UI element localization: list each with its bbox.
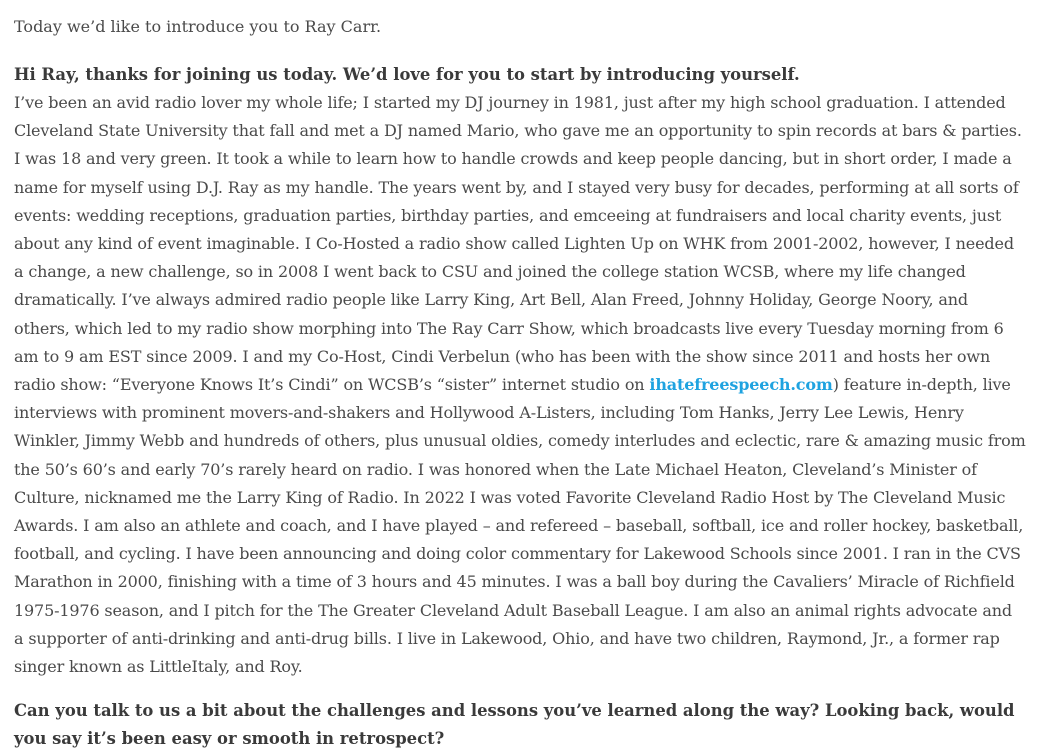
answer-1-text-before-link: I’ve been an avid radio lover my whole life; I started my DJ journey in 1981, just after my high school graduation. I attended Cleveland State University that fall and met a DJ named Mario, who gave me an opportunity to spin records at bars & parties. I was 18 and very green. It took a while to learn how to handle crowds and keep people dancing, but in short order, I made a name for myself using D.J. Ray as my handle. The years went by, and I stayed very busy for decades, performing at all sorts of events: wedding receptions, graduation parties, birthday parties, and emceeing at fundraisers and local charity events, just about any kind of event imaginable. I Co-Hosted a radio show called Lighten Up on WHK from 2001-2002, however, I needed a change, a new challenge, so in 2008 I went back to CSU and joined the college station WCSB, where my life changed dramatically. I’ve always admired radio people like Larry King, Art Bell, Alan Freed, Johnny Holiday, George Noory, and others, which led to my radio show morphing into The Ray Carr Show, which broadcasts live every Tuesday morning from 6 am to 9 am EST since 2009. I and my Co-Host, Cindi Verbelun (who has been with the show since 2011 and hosts her own radio show: “Everyone Knows It’s Cindi” on WCSB’s “sister” internet studio on: [14, 93, 1022, 395]
answer-1-text-after-link: ) feature in-depth, live interviews with prominent movers-and-shakers and Hollywood A-Listers, including Tom Hanks, Jerry Lee Lewis, Henry Winkler, Jimmy Webb and hundreds of others, plus unusual oldies, comedy interludes and eclectic, rare & amazing music from the 50’s 60’s and early 70’s rarely heard on radio. I was honored when the Late Michael Heaton, Cleveland’s Minister of Culture, nicknamed me the Larry King of Radio. In 2022 I was voted Favorite Cleveland Radio Host by The Cleveland Music Awards. I am also an athlete and coach, and I have played – and refereed – baseball, softball, ice and roller hockey, basketball, football, and cycling. I have been announcing and doing color commentary for Lakewood Schools since 2001. I ran in the CVS Marathon in 2000, finishing with a time of 3 hours and 45 minutes. I was a ball boy during the Cavaliers’ Miracle of Richfield 1975-1976 season, and I pitch for the The Greater Cleveland Adult Baseball League. I am also an animal rights advocate and a supporter of anti-drinking and anti-drug bills. I live in Lakewood, Ohio, and have two children, Raymond, Jr., a former rap singer known as LittleItaly, and Roy.: [14, 375, 1026, 677]
question-1: Hi Ray, thanks for joining us today. We’d love for you to start by introducing yourself.: [14, 65, 800, 84]
intro-paragraph: Today we’d like to introduce you to Ray Carr.: [14, 17, 382, 36]
ihatefreespeech-link[interactable]: ihatefreespeech.com: [649, 375, 833, 395]
question-2: Can you talk to us a bit about the challenges and lessons you’ve learned along the way? Looking back, would you say it’s been easy or smooth in retrospect?: [14, 701, 1015, 749]
answer-1: [14, 89, 1026, 681]
